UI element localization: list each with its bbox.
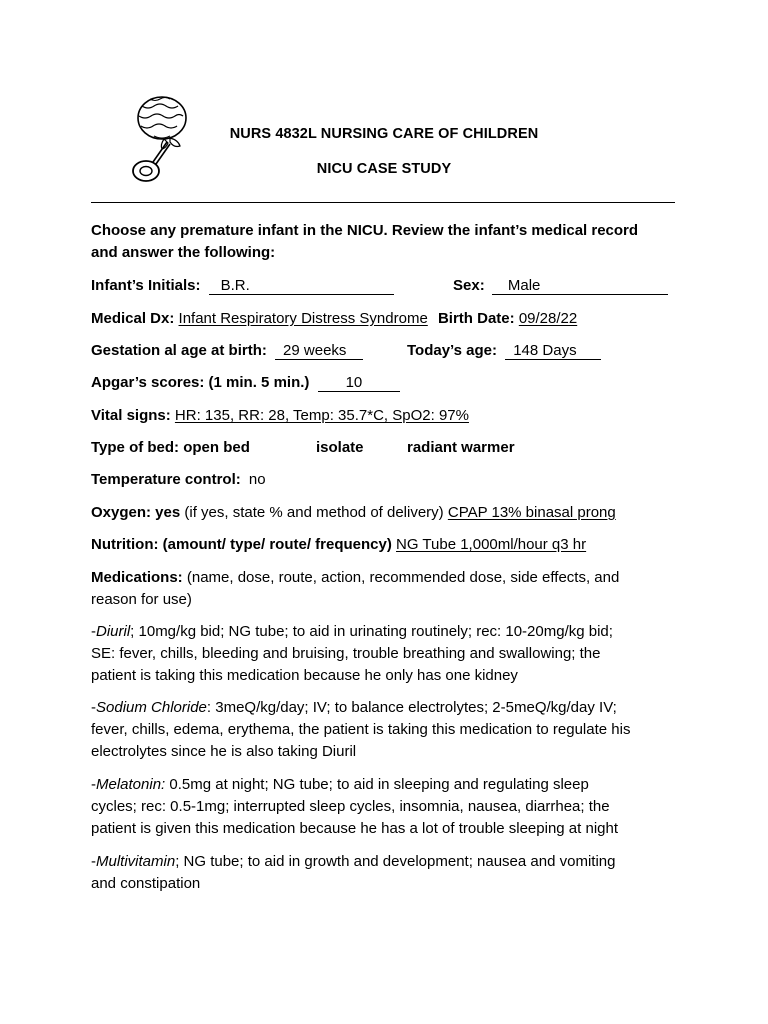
- medications-hint-1: (name, dose, route, action, recommended dose, side effects, and: [186, 569, 620, 586]
- nutrition-value: NG Tube 1,000ml/hour q3 hr: [396, 536, 587, 553]
- course-title: NURS 4832L NURSING CARE OF CHILDREN: [229, 126, 539, 142]
- med-prefix: -: [91, 853, 96, 870]
- med-diuril-line-3: patient is taking this medication because he only has one kidney: [91, 667, 518, 684]
- bed-option-radiant-warmer: radiant warmer: [407, 439, 515, 456]
- initials-value: B.R.: [220, 277, 250, 294]
- apgar-row: [91, 372, 691, 394]
- initials-row: [91, 275, 691, 297]
- diagnosis-value: Infant Respiratory Distress Syndrome: [178, 310, 428, 327]
- med-name-diuril: Diuril: [96, 623, 131, 640]
- bed-type-row: [91, 437, 691, 459]
- med-prefix: -: [91, 699, 96, 716]
- med-name-sodium-chloride: Sodium Chloride: [96, 699, 207, 716]
- initials-field[interactable]: [209, 277, 394, 295]
- vital-signs-value: HR: 135, RR: 28, Temp: 35.7*C, SpO2: 97%: [174, 407, 469, 424]
- med-sodium-chloride-line-2: fever, chills, edema, erythema, the patient is taking this medication to regulate his: [91, 721, 631, 738]
- med-prefix: -: [91, 623, 96, 640]
- sex-group: [453, 275, 668, 297]
- gestation-value: 29 weeks: [283, 342, 347, 359]
- medications-hint-2: reason for use): [91, 591, 192, 608]
- med-multivitamin-text-1: ; NG tube; to aid in growth and development; nausea and vomiting: [175, 853, 616, 870]
- med-sodium-text-1: : 3meQ/kg/day; IV; to balance electrolytes; 2-5meQ/kg/day IV;: [206, 699, 617, 716]
- apgar-field[interactable]: [318, 374, 400, 392]
- sex-field[interactable]: [492, 277, 668, 295]
- temperature-value: no: [248, 471, 266, 488]
- medications-row: [91, 567, 691, 589]
- med-diuril-line-1: [91, 621, 691, 643]
- nutrition-label: Nutrition: (amount/ type/ route/ frequency): [91, 536, 392, 553]
- sex-label: Sex:: [453, 277, 485, 294]
- vital-signs-label: Vital signs:: [91, 407, 171, 424]
- today-age-group: [407, 340, 601, 362]
- med-name-melatonin: Melatonin:: [96, 776, 166, 793]
- diagnosis-row: [91, 308, 691, 330]
- oxygen-hint: (if yes, state % and method of delivery): [184, 504, 444, 521]
- med-multivitamin-line-2: and constipation: [91, 875, 201, 892]
- apgar-label: Apgar’s scores: (1 min. 5 min.): [91, 374, 310, 391]
- sex-value: Male: [507, 277, 541, 294]
- intro-line-2: and answer the following:: [91, 244, 276, 261]
- med-sodium-chloride-line-1: [91, 697, 691, 719]
- med-diuril-text-1: ; 10mg/kg bid; NG tube; to aid in urinating routinely; rec: 10-20mg/kg bid;: [130, 623, 613, 640]
- initials-label: Infant’s Initials:: [91, 277, 201, 294]
- med-sodium-chloride-line-3: electrolytes since he is also taking Diuril: [91, 743, 357, 760]
- med-diuril-line-2: SE: fever, chills, bleeding and bruising, trouble breathing and swallowing; the: [91, 645, 601, 662]
- document-subtitle: NICU CASE STUDY: [316, 161, 452, 177]
- header-divider: [91, 202, 675, 203]
- today-age-field[interactable]: [505, 342, 601, 360]
- oxygen-row: [91, 502, 691, 524]
- bed-type-label: Type of bed: open bed: [91, 439, 250, 456]
- diagnosis-label: Medical Dx:: [91, 310, 175, 327]
- gestation-field[interactable]: [275, 342, 363, 360]
- intro-line-1: Choose any premature infant in the NICU. Review the infant’s medical record: [91, 222, 639, 239]
- med-name-multivitamin: Multivitamin: [96, 853, 176, 870]
- oxygen-label: Oxygen: yes: [91, 504, 181, 521]
- birth-date-label: Birth Date:: [437, 310, 515, 327]
- med-multivitamin-line-1: [91, 851, 691, 873]
- medications-label: Medications:: [91, 569, 183, 586]
- med-prefix: -: [91, 776, 96, 793]
- today-age-value: 148 Days: [513, 342, 577, 359]
- temperature-label: Temperature control:: [91, 471, 241, 488]
- med-melatonin-line-1: [91, 774, 691, 796]
- gestation-label: Gestation al age at birth:: [91, 342, 267, 359]
- oxygen-value: CPAP 13% binasal prong: [447, 504, 616, 521]
- vital-signs-row: [91, 405, 691, 427]
- med-melatonin-line-3: patient is given this medication because he has a lot of trouble sleeping at night: [91, 820, 619, 837]
- birth-date-value: 09/28/22: [518, 310, 578, 327]
- med-melatonin-line-2: cycles; rec: 0.5-1mg; interrupted sleep cycles, insomnia, nausea, diarrhea; the: [91, 798, 610, 815]
- nutrition-row: [91, 534, 691, 556]
- temperature-row: [91, 469, 691, 491]
- bed-option-isolate: isolate: [316, 439, 364, 456]
- gestation-row: [91, 340, 691, 362]
- med-melatonin-text-1: 0.5mg at night; NG tube; to aid in sleeping and regulating sleep: [165, 776, 589, 793]
- today-age-label: Today’s age:: [407, 342, 498, 359]
- apgar-value: 10: [345, 374, 363, 391]
